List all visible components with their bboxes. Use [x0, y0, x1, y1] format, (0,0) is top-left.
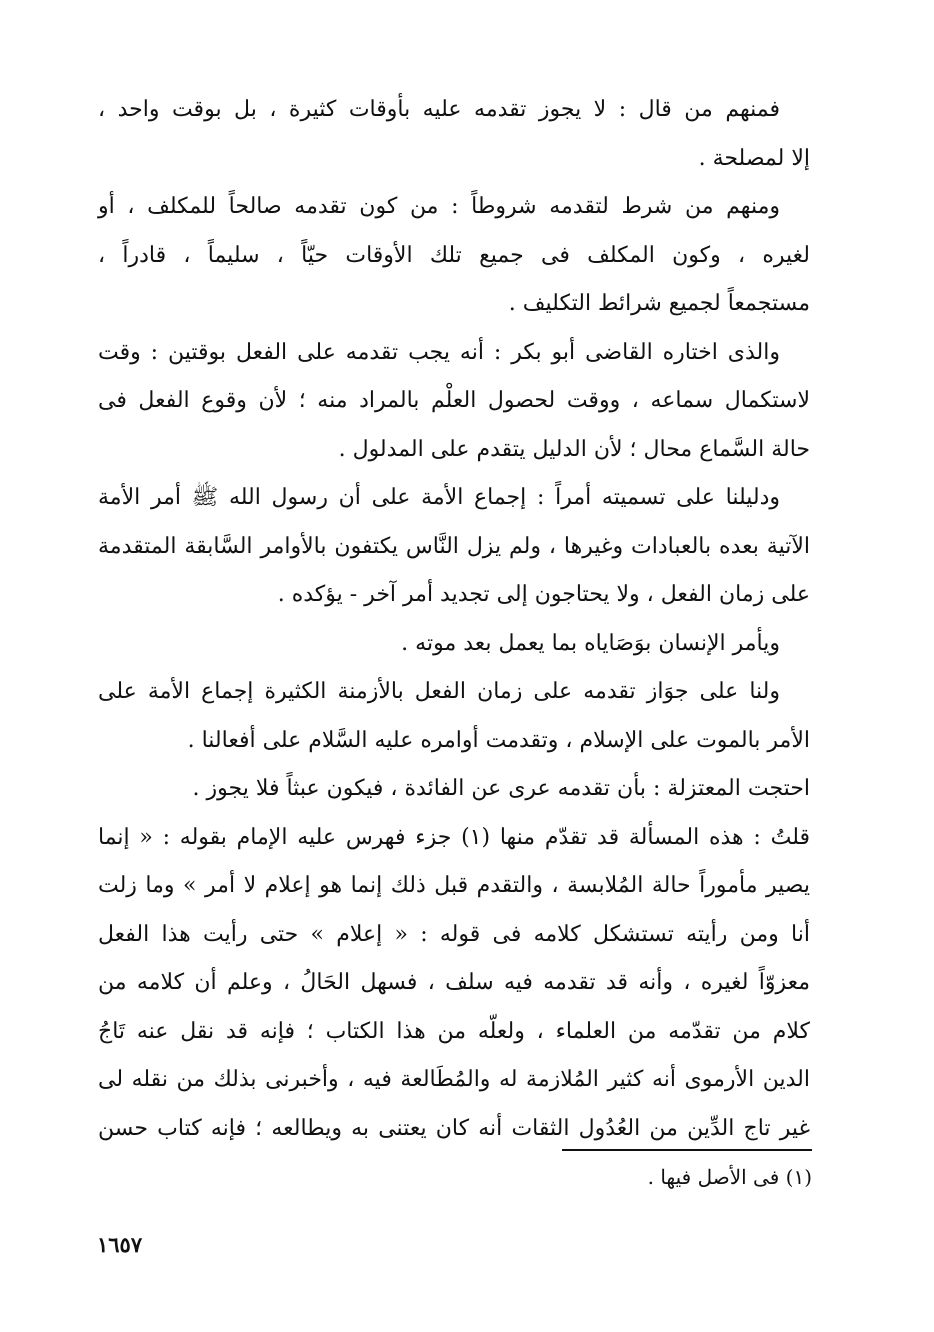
text-line: الدين الأرموى أنه كثير المُلازمة له والمُطَالعة فيه ، وأخبرنى بذلك من نقله لى [98, 1067, 810, 1092]
text-line: احتجت المعتزلة : بأن تقدمه عرى عن الفائدة ، فيكون عبثاً فلا يجوز . [192, 776, 810, 801]
text-line: والذى اختاره القاضى أبو بكر : أنه يجب تقدمه على الفعل بوقتين : وقت [98, 339, 780, 365]
text-line: مستجمعاً لجميع شرائط التكليف . [508, 291, 810, 316]
text-line: غير تاج الدِّين من العُدُول الثقات أنه كان يعتنى به ويطالعه ؛ فإنه كتاب حسن [98, 1115, 810, 1141]
text-line: لغيره ، وكون المكلف فى جميع تلك الأوقات حيّاً ، سليماً ، قادراً ، [98, 242, 810, 268]
text-line: فمنهم من قال : لا يجوز تقدمه عليه بأوقات كثيرة ، بل بوقت واحد ، [98, 97, 780, 122]
text-line: إلا لمصلحة . [698, 145, 810, 171]
main-text [98, 86, 810, 1153]
paragraph [98, 183, 810, 329]
paragraph [98, 668, 810, 765]
text-line: ومنهم من شرط لتقدمه شروطاً : من كون تقدمه صالحاً للمكلف ، أو [98, 194, 780, 219]
text-line: أنا ومن رأيته تستشكل كلامه فى قوله : « إعلام » حتى رأيت هذا الفعل [98, 921, 810, 947]
text-line: الآتية بعده بالعبادات وغيرها ، ولم يزل النَّاس يكتفون بالأوامر السَّابقة المتقدمة [98, 533, 810, 559]
text-line: معزوّاً لغيره ، وأنه قد تقدمه فيه سلف ، فسهل الحَالُ ، وعلم أن كلامه من [98, 970, 810, 995]
paragraph [98, 620, 810, 669]
text-line: لاستكمال سماعه ، ووقت لحصول العلْم بالمراد منه ؛ لأن وقوع الفعل فى [98, 388, 810, 413]
text-line: قلتُ : هذه المسألة قد تقدّم منها (١) جزء فهرس عليه الإمام بقوله : « إنما [98, 824, 810, 850]
footnote-divider [562, 1149, 812, 1151]
paragraph [98, 86, 810, 183]
paragraph [98, 329, 810, 475]
text-line: ويأمر الإنسان بوَصَاياه بما يعمل بعد موته . [401, 630, 780, 656]
text-line: الأمر بالموت على الإسلام ، وتقدمت أوامره عليه السَّلام على أفعالنا . [187, 727, 810, 753]
text-line: حالة السَّماع محال ؛ لأن الدليل يتقدم على المدلول . [338, 436, 810, 462]
text-line: على زمان الفعل ، ولا يحتاجون إلى تجديد أمر آخر - يؤكده . [277, 582, 810, 607]
page-number: ١٦٥٧ [97, 1232, 143, 1257]
text-line: ولنا على جوَاز تقدمه على زمان الفعل بالأزمنة الكثيرة إجماع الأمة على [98, 679, 780, 704]
paragraph [98, 474, 810, 620]
paragraph [98, 765, 810, 814]
text-line: كلام من تقدّمه من العلماء ، ولعلّه من هذا الكتاب ؛ فإنه قد نقل عنه تَاجُ [98, 1018, 810, 1044]
paragraph [98, 814, 810, 1154]
footnote: (١) فى الأصل فيها . [647, 1165, 812, 1189]
text-line: ودليلنا على تسميته أمراً : إجماع الأمة على أن رسول الله ﷺ أمر الأمة [98, 485, 780, 510]
text-line: يصير مأموراً حالة المُلابسة ، والتقدم قبل ذلك إنما هو إعلام لا أمر » وما زلت [98, 873, 810, 898]
